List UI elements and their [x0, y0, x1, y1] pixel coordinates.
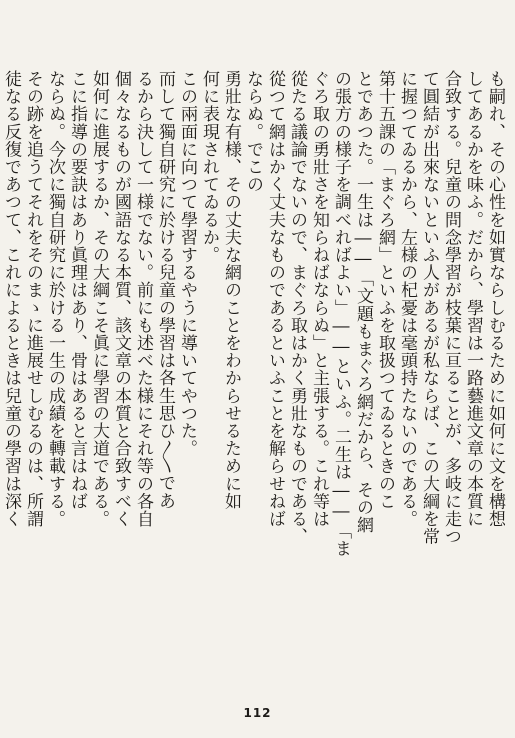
text-column: 如何に進展するか、その大綱こそ眞に學習の大道である。 [89, 70, 109, 528]
text-column: 從つて網はかく丈夫なものであるといふことを解らせねば [265, 70, 285, 528]
text-column: も嗣れ、その心性を如實ならしむるために如何に文を構想 [485, 70, 505, 528]
text-column: こに指導の要訣はあり眞理はあり、骨はあると言はねば [67, 70, 87, 510]
text-column: その跡を追うてそれをそのまゝに進展せしむるのは、所謂 [23, 70, 43, 528]
text-column: 個々なるものが國語なる本質、該文章の本質と合致すべく [111, 70, 131, 528]
page-number: 112 [243, 706, 272, 720]
text-column: 而して獨自研究に於ける兒童の學習は各生思ひ〳〵であ [155, 70, 175, 510]
text-column: 徒なる反復であつて、これによるときは兒童の學習は深く [1, 70, 21, 528]
text-column: るから決して一様でない。前にも述べた様にそれ等の各自 [133, 70, 153, 528]
text-column: ならぬ。でこの [243, 70, 263, 194]
text-column: とであつた。一生は――「文題もまぐろ網だから、その網 [353, 70, 373, 534]
text-column: て圓結が出來ないといふ人があるが私ならば、この大綱を常 [419, 70, 439, 546]
text-column: 何に表現されてゐるか。 [199, 70, 219, 264]
text-column: の張方の様子を調べればよい」――といふ。二生は――「ま [331, 70, 351, 558]
text-column: 勇壯な有様、その丈夫な網のことをわからせるために如 [221, 70, 241, 510]
text-column: ぐろ取の勇壯さを知らねばならぬ」と主張する。これ等は [309, 70, 329, 528]
text-column: 第十五課の「まぐろ網」といふを取扱つてゐるときのこ [375, 70, 395, 510]
text-column: 合致する。兒童の問念學習が枝葉に亘ることが、多岐に走つ [441, 70, 461, 546]
text-column: 從たる議論でないので、まぐろ取はかく勇壯なものである、 [287, 70, 307, 546]
text-column: してあるかを味ふ。だから、學習は一路藝進文章の本質に [463, 70, 483, 528]
text-column: この兩面に向つて學習するやうに導いてやつた。 [177, 70, 197, 458]
text-column: ならぬ。今次に獨自研究に於ける一生の成績を轉載する。 [45, 70, 65, 528]
text-column: に握つてゐるから、左様の杞憂は毫頭持たないのである。 [397, 70, 417, 528]
